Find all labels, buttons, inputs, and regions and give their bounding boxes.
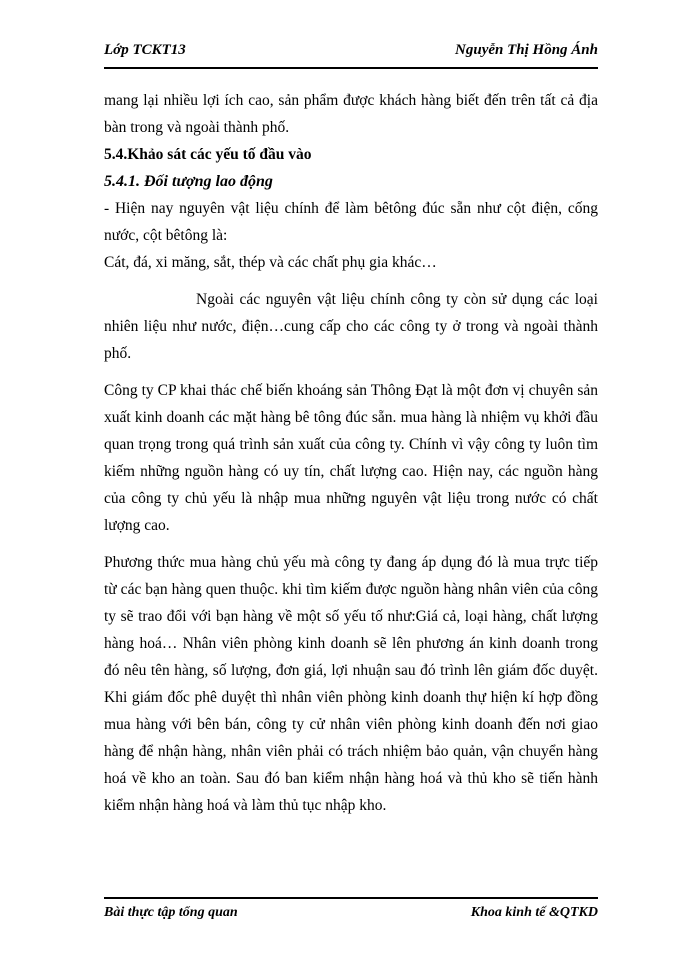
paragraph-purchasing: Phương thức mua hàng chủ yếu mà công ty đang áp dụng đó là mua trực tiếp từ các bạn hàng quen thuộc. khi tìm kiếm được nguồn hàng nhân viên của công ty sẽ trao đổi với bạn hàng về một số yếu tố như:Giá cả, loại hàng, chất lượng hàng hoá… Nhân viên phòng kinh doanh sẽ lên phương án kinh doanh trong đó nêu tên hàng, số lượng, đơn giá, lợi nhuận sau đó trình lên giám đốc duyệt. Khi giám đốc phê duyệt thì nhân viên phòng kinh doanh thự hiện kí hợp đồng mua hàng với bên bán, công ty cử nhân viên phòng kinh doanh đến nơi giao hàng để nhận hàng, nhân viên phải có trách nhiệm bảo quản, vận chuyển hàng hoá về kho an toàn. Sau đó ban kiểm nhận hàng hoá và thủ kho sẽ tiến hành kiểm nhận hàng hoá và làm thủ tục nhập kho. xyxy=(104,554,598,814)
page-footer xyxy=(104,905,598,925)
footer-divider xyxy=(104,897,598,899)
header-divider xyxy=(104,67,598,69)
footer-report-title: Bài thực tập tổng quan xyxy=(104,905,238,920)
page-header xyxy=(104,42,598,64)
paragraph-intro: mang lại nhiều lợi ích cao, sản phẩm được khách hàng biết đến trên tất cả địa bàn trong và ngoài thành phố. xyxy=(104,92,598,136)
footer-faculty: Khoa kinh tế &QTKD xyxy=(470,905,598,920)
header-author-name: Nguyễn Thị Hồng Ánh xyxy=(455,42,598,58)
paragraph-fuels: Ngoài các nguyên vật liệu chính công ty còn sử dụng các loại nhiên liệu như nước, điện…cung cấp cho các công ty ở trong và ngoài thành phố. xyxy=(104,291,598,362)
section-heading: 5.4.Khảo sát các yếu tố đầu vào xyxy=(104,146,312,163)
paragraph-materials-list: Cát, đá, xi măng, sắt, thép và các chất phụ gia khác… xyxy=(104,254,437,271)
paragraph-materials: - Hiện nay nguyên vật liệu chính để làm bêtông đúc sẵn như cột điện, cống nước, cột bêtông là: xyxy=(104,200,598,244)
subsection-heading: 5.4.1. Đối tượng lao động xyxy=(104,173,273,190)
paragraph-company: Công ty CP khai thác chế biến khoáng sản Thông Đạt là một đơn vị chuyên sản xuất kinh doanh các mặt hàng bê tông đúc sẵn. mua hàng là nhiệm vụ khởi đầu quan trọng trong quá trình sản xuất của công ty. Chính vì vậy công ty luôn tìm kiếm những nguồn hàng có uy tín, chất lượng cao. Hiện nay, các nguồn hàng của công ty chủ yếu là nhập mua những nguyên vật liệu trong nước có chất lượng cao. xyxy=(104,382,598,534)
header-class-label: Lớp TCKT13 xyxy=(104,42,186,58)
page-body xyxy=(104,87,598,819)
